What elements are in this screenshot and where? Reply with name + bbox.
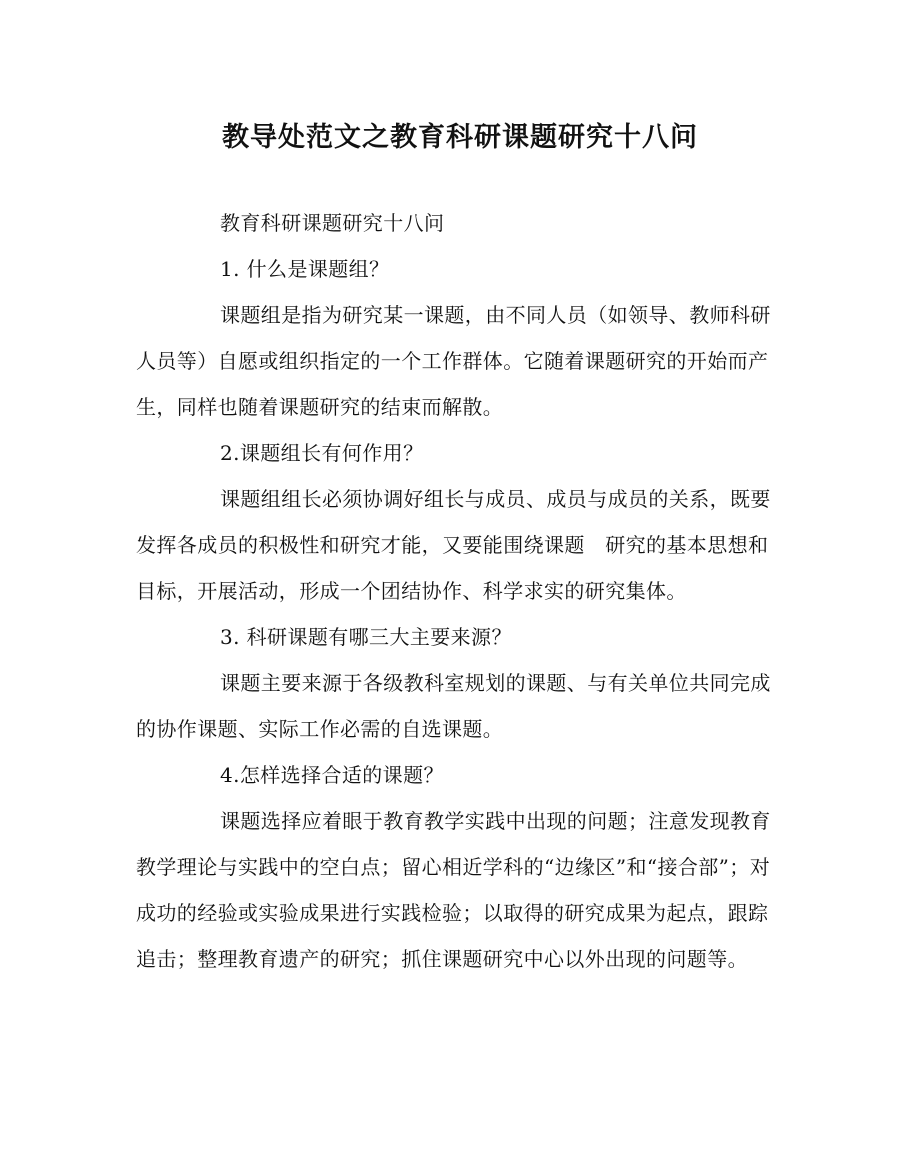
document-title: 教导处范文之教育科研课题研究十八问 bbox=[222, 122, 698, 153]
question-3: 3. 科研课题有哪三大主要来源？ bbox=[220, 625, 512, 649]
answer-4: 课题选择应着眼于教育教学实践中出现的问题；注意发现教育教学理论与实践中的空白点；留心相近学科的“边缘区”和“接合部”；对成功的经验或实验成果进行实践检验；以取得的研究成果为起点，跟踪追击；整理教育遗产的研究；抓住课题研究中心以外出现的问题等。 bbox=[136, 809, 771, 971]
document-body bbox=[136, 200, 786, 982]
question-1: 1. 什么是课题组？ bbox=[220, 257, 390, 281]
paragraph-subtitle: 教育科研课题研究十八问 bbox=[220, 211, 445, 235]
answer-2: 课题组组长必须协调好组长与成员、成员与成员的关系，既要发挥各成员的积极性和研究才能，又要能围绕课题 研究的基本思想和目标，开展活动，形成一个团结协作、科学求实的研究集体。 bbox=[136, 487, 771, 603]
question-2: 2.课题组长有何作用？ bbox=[220, 441, 424, 465]
answer-1: 课题组是指为研究某一课题，由不同人员（如领导、教师科研人员等）自愿或组织指定的一个工作群体。它随着课题研究的开始而产生，同样也随着课题研究的结束而解散。 bbox=[136, 303, 771, 419]
answer-3: 课题主要来源于各级教科室规划的课题、与有关单位共同完成的协作课题、实际工作必需的自选课题。 bbox=[136, 671, 771, 741]
question-4: 4.怎样选择合适的课题？ bbox=[220, 763, 444, 787]
